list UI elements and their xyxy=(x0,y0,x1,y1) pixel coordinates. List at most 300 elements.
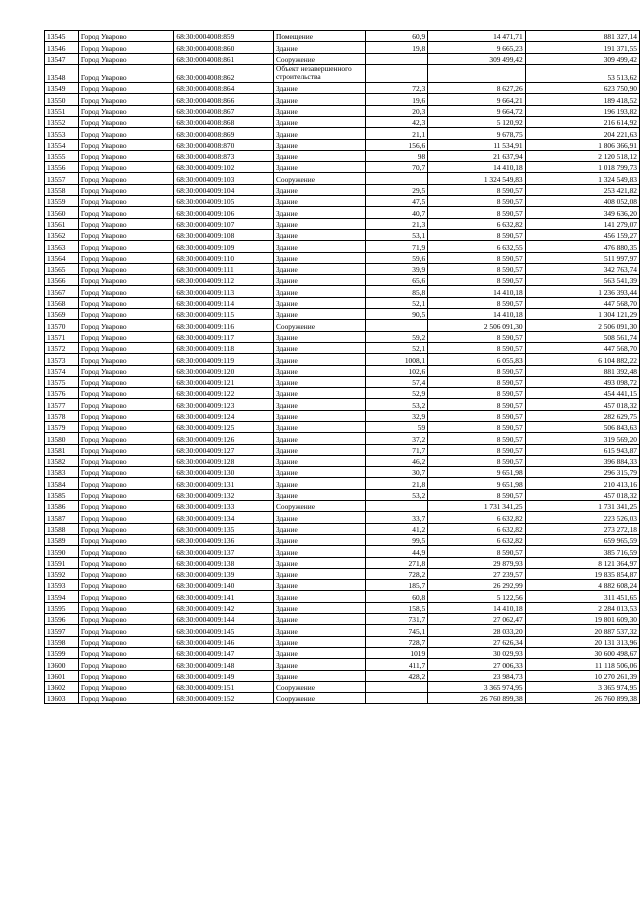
area-cell: 271,8 xyxy=(365,557,428,568)
unit-value-cell: 8 590,57 xyxy=(428,297,525,308)
table-row xyxy=(45,150,640,161)
area-cell: 21,8 xyxy=(365,478,428,489)
locality-cell: Город Уварово xyxy=(78,591,174,602)
cadastral-value-cell: 493 098,72 xyxy=(525,376,639,387)
cadastral-number-cell: 68:30:0004009:123 xyxy=(174,399,274,410)
locality-cell: Город Уварово xyxy=(78,636,174,647)
area-cell: 52,9 xyxy=(365,388,428,399)
object-type-cell: Помещение xyxy=(273,31,365,42)
cadastral-value-cell: 2 284 013,53 xyxy=(525,602,639,613)
cadastral-value-cell: 8 121 364,97 xyxy=(525,557,639,568)
unit-value-cell: 9 678,75 xyxy=(428,128,525,139)
cadastral-value-cell: 26 760 899,38 xyxy=(525,693,639,704)
cadastral-value-cell: 476 880,35 xyxy=(525,241,639,252)
table-row xyxy=(45,196,640,207)
unit-value-cell: 11 534,91 xyxy=(428,139,525,150)
object-type-cell: Здание xyxy=(273,241,365,252)
locality-cell: Город Уварово xyxy=(78,53,174,64)
object-type-cell: Здание xyxy=(273,444,365,455)
cadastral-value-cell: 1 236 393,44 xyxy=(525,286,639,297)
cadastral-number-cell: 68:30:0004008:866 xyxy=(174,94,274,105)
locality-cell: Город Уварово xyxy=(78,659,174,670)
row-number-cell: 13597 xyxy=(45,625,79,636)
locality-cell: Город Уварово xyxy=(78,354,174,365)
unit-value-cell: 2 506 091,30 xyxy=(428,320,525,331)
row-number-cell: 13568 xyxy=(45,297,79,308)
area-cell: 57,4 xyxy=(365,376,428,387)
object-type-cell: Здание xyxy=(273,410,365,421)
table-row xyxy=(45,376,640,387)
area-cell: 158,5 xyxy=(365,602,428,613)
row-number-cell: 13598 xyxy=(45,636,79,647)
cadastral-number-cell: 68:30:0004009:108 xyxy=(174,229,274,240)
table-row xyxy=(45,162,640,173)
unit-value-cell: 8 590,57 xyxy=(428,421,525,432)
cadastral-number-cell: 68:30:0004009:105 xyxy=(174,196,274,207)
table-row xyxy=(45,331,640,342)
area-cell: 60,9 xyxy=(365,31,428,42)
object-type-cell: Здание xyxy=(273,94,365,105)
cadastral-number-cell: 68:30:0004009:136 xyxy=(174,534,274,545)
locality-cell: Город Уварово xyxy=(78,433,174,444)
cadastral-number-cell: 68:30:0004008:861 xyxy=(174,53,274,64)
area-cell: 71,7 xyxy=(365,444,428,455)
cadastral-number-cell: 68:30:0004009:135 xyxy=(174,523,274,534)
object-type-cell: Здание xyxy=(273,252,365,263)
unit-value-cell: 8 590,57 xyxy=(428,184,525,195)
table-row xyxy=(45,433,640,444)
area-cell: 20,3 xyxy=(365,105,428,116)
row-number-cell: 13590 xyxy=(45,546,79,557)
area-cell: 21,3 xyxy=(365,218,428,229)
table-row xyxy=(45,455,640,466)
unit-value-cell: 1 731 341,25 xyxy=(428,501,525,512)
locality-cell: Город Уварово xyxy=(78,478,174,489)
unit-value-cell: 28 033,20 xyxy=(428,625,525,636)
table-row xyxy=(45,207,640,218)
cadastral-value-cell: 881 327,14 xyxy=(525,31,639,42)
object-type-cell: Здание xyxy=(273,365,365,376)
object-type-cell: Здание xyxy=(273,297,365,308)
locality-cell: Город Уварово xyxy=(78,94,174,105)
cadastral-number-cell: 68:30:0004009:149 xyxy=(174,670,274,681)
object-type-cell: Объект незавершенного строительства xyxy=(273,64,365,82)
locality-cell: Город Уварово xyxy=(78,602,174,613)
row-number-cell: 13602 xyxy=(45,681,79,692)
row-number-cell: 13577 xyxy=(45,399,79,410)
area-cell: 40,7 xyxy=(365,207,428,218)
object-type-cell: Здание xyxy=(273,275,365,286)
row-number-cell: 13584 xyxy=(45,478,79,489)
cadastral-number-cell: 68:30:0004008:870 xyxy=(174,139,274,150)
cadastral-number-cell: 68:30:0004009:109 xyxy=(174,241,274,252)
locality-cell: Город Уварово xyxy=(78,286,174,297)
cadastral-number-cell: 68:30:0004009:106 xyxy=(174,207,274,218)
row-number-cell: 13580 xyxy=(45,433,79,444)
table-row xyxy=(45,625,640,636)
row-number-cell: 13558 xyxy=(45,184,79,195)
locality-cell: Город Уварово xyxy=(78,252,174,263)
object-type-cell: Здание xyxy=(273,105,365,116)
area-cell: 46,2 xyxy=(365,455,428,466)
locality-cell: Город Уварово xyxy=(78,568,174,579)
area-cell: 59,2 xyxy=(365,331,428,342)
cadastral-value-cell: 659 965,59 xyxy=(525,534,639,545)
area-cell: 32,9 xyxy=(365,410,428,421)
unit-value-cell: 8 590,57 xyxy=(428,365,525,376)
object-type-cell: Здание xyxy=(273,42,365,53)
row-number-cell: 13563 xyxy=(45,241,79,252)
table-row xyxy=(45,421,640,432)
unit-value-cell: 8 590,57 xyxy=(428,207,525,218)
locality-cell: Город Уварово xyxy=(78,376,174,387)
cadastral-value-cell: 1 324 549,83 xyxy=(525,173,639,184)
locality-cell: Город Уварово xyxy=(78,150,174,161)
cadastral-value-cell: 282 629,75 xyxy=(525,410,639,421)
row-number-cell: 13553 xyxy=(45,128,79,139)
locality-cell: Город Уварово xyxy=(78,105,174,116)
row-number-cell: 13562 xyxy=(45,229,79,240)
cadastral-number-cell: 68:30:0004009:118 xyxy=(174,342,274,353)
unit-value-cell: 8 590,57 xyxy=(428,196,525,207)
row-number-cell: 13564 xyxy=(45,252,79,263)
locality-cell: Город Уварово xyxy=(78,229,174,240)
row-number-cell: 13592 xyxy=(45,568,79,579)
object-type-cell: Здание xyxy=(273,670,365,681)
cadastral-number-cell: 68:30:0004009:113 xyxy=(174,286,274,297)
object-type-cell: Здание xyxy=(273,455,365,466)
row-number-cell: 13572 xyxy=(45,342,79,353)
locality-cell: Город Уварово xyxy=(78,421,174,432)
cadastral-number-cell: 68:30:0004009:116 xyxy=(174,320,274,331)
area-cell: 731,7 xyxy=(365,614,428,625)
row-number-cell: 13575 xyxy=(45,376,79,387)
unit-value-cell: 26 760 899,38 xyxy=(428,693,525,704)
locality-cell: Город Уварово xyxy=(78,42,174,53)
row-number-cell: 13551 xyxy=(45,105,79,116)
table-row xyxy=(45,512,640,523)
object-type-cell: Здание xyxy=(273,286,365,297)
cadastral-number-cell: 68:30:0004008:859 xyxy=(174,31,274,42)
row-number-cell: 13549 xyxy=(45,83,79,94)
object-type-cell: Здание xyxy=(273,388,365,399)
cadastral-number-cell: 68:30:0004009:132 xyxy=(174,489,274,500)
row-number-cell: 13600 xyxy=(45,659,79,670)
table-row xyxy=(45,83,640,94)
cadastral-number-cell: 68:30:0004009:115 xyxy=(174,309,274,320)
cadastral-number-cell: 68:30:0004009:121 xyxy=(174,376,274,387)
object-type-cell: Сооружение xyxy=(273,681,365,692)
cadastral-value-cell: 19 801 609,30 xyxy=(525,614,639,625)
row-number-cell: 13594 xyxy=(45,591,79,602)
locality-cell: Город Уварово xyxy=(78,647,174,658)
cadastral-value-cell: 19 835 854,87 xyxy=(525,568,639,579)
table-row xyxy=(45,670,640,681)
unit-value-cell: 6 632,82 xyxy=(428,218,525,229)
object-type-cell: Сооружение xyxy=(273,501,365,512)
row-number-cell: 13565 xyxy=(45,263,79,274)
cadastral-number-cell: 68:30:0004008:860 xyxy=(174,42,274,53)
unit-value-cell: 8 590,57 xyxy=(428,399,525,410)
unit-value-cell: 6 632,55 xyxy=(428,241,525,252)
cadastral-number-cell: 68:30:0004009:103 xyxy=(174,173,274,184)
table-row xyxy=(45,659,640,670)
unit-value-cell: 27 006,33 xyxy=(428,659,525,670)
locality-cell: Город Уварово xyxy=(78,207,174,218)
cadastral-number-cell: 68:30:0004009:117 xyxy=(174,331,274,342)
row-number-cell: 13567 xyxy=(45,286,79,297)
locality-cell: Город Уварово xyxy=(78,263,174,274)
area-cell: 85,8 xyxy=(365,286,428,297)
area-cell: 42,3 xyxy=(365,116,428,127)
object-type-cell: Сооружение xyxy=(273,53,365,64)
cadastral-number-cell: 68:30:0004009:147 xyxy=(174,647,274,658)
cadastral-value-cell: 11 118 506,06 xyxy=(525,659,639,670)
cadastral-value-cell: 2 506 091,30 xyxy=(525,320,639,331)
locality-cell: Город Уварово xyxy=(78,275,174,286)
object-type-cell: Сооружение xyxy=(273,693,365,704)
table-row xyxy=(45,128,640,139)
cadastral-value-cell: 196 193,82 xyxy=(525,105,639,116)
area-cell: 98 xyxy=(365,150,428,161)
area-cell: 72,3 xyxy=(365,83,428,94)
area-cell: 29,5 xyxy=(365,184,428,195)
table-row xyxy=(45,568,640,579)
table-row xyxy=(45,399,640,410)
area-cell: 33,7 xyxy=(365,512,428,523)
cadastral-number-cell: 68:30:0004008:869 xyxy=(174,128,274,139)
cadastral-number-cell: 68:30:0004009:127 xyxy=(174,444,274,455)
row-number-cell: 13550 xyxy=(45,94,79,105)
object-type-cell: Здание xyxy=(273,568,365,579)
locality-cell: Город Уварово xyxy=(78,218,174,229)
cadastral-value-cell: 10 270 261,39 xyxy=(525,670,639,681)
cadastral-number-cell: 68:30:0004009:145 xyxy=(174,625,274,636)
cadastral-number-cell: 68:30:0004009:111 xyxy=(174,263,274,274)
table-row xyxy=(45,94,640,105)
table-row xyxy=(45,31,640,42)
object-type-cell: Здание xyxy=(273,636,365,647)
unit-value-cell: 5 120,92 xyxy=(428,116,525,127)
table-row xyxy=(45,636,640,647)
table-row xyxy=(45,241,640,252)
area-cell: 1019 xyxy=(365,647,428,658)
object-type-cell: Здание xyxy=(273,647,365,658)
locality-cell: Город Уварово xyxy=(78,580,174,591)
area-cell: 71,9 xyxy=(365,241,428,252)
cadastral-number-cell: 68:30:0004009:114 xyxy=(174,297,274,308)
area-cell: 53,2 xyxy=(365,489,428,500)
area-cell: 47,5 xyxy=(365,196,428,207)
table-row xyxy=(45,297,640,308)
cadastral-number-cell: 68:30:0004009:142 xyxy=(174,602,274,613)
unit-value-cell: 14 471,71 xyxy=(428,31,525,42)
object-type-cell: Здание xyxy=(273,659,365,670)
table-row xyxy=(45,501,640,512)
object-type-cell: Здание xyxy=(273,546,365,557)
cadastral-value-cell: 385 716,59 xyxy=(525,546,639,557)
object-type-cell: Здание xyxy=(273,342,365,353)
table-row xyxy=(45,263,640,274)
area-cell: 19,8 xyxy=(365,42,428,53)
row-number-cell: 13603 xyxy=(45,693,79,704)
locality-cell: Город Уварово xyxy=(78,670,174,681)
object-type-cell: Здание xyxy=(273,557,365,568)
unit-value-cell: 8 590,57 xyxy=(428,455,525,466)
unit-value-cell: 14 410,18 xyxy=(428,162,525,173)
object-type-cell: Здание xyxy=(273,421,365,432)
unit-value-cell: 29 879,93 xyxy=(428,557,525,568)
area-cell xyxy=(365,681,428,692)
cadastral-value-cell: 3 365 974,95 xyxy=(525,681,639,692)
object-type-cell: Сооружение xyxy=(273,320,365,331)
cadastral-value-cell: 1 018 799,73 xyxy=(525,162,639,173)
table-row xyxy=(45,229,640,240)
table-row xyxy=(45,489,640,500)
row-number-cell: 13547 xyxy=(45,53,79,64)
area-cell: 37,2 xyxy=(365,433,428,444)
unit-value-cell: 8 627,26 xyxy=(428,83,525,94)
cadastral-number-cell: 68:30:0004008:873 xyxy=(174,150,274,161)
locality-cell: Город Уварово xyxy=(78,241,174,252)
locality-cell: Город Уварово xyxy=(78,116,174,127)
cadastral-number-cell: 68:30:0004009:146 xyxy=(174,636,274,647)
table-row xyxy=(45,614,640,625)
table-row xyxy=(45,64,640,82)
cadastral-value-cell: 210 413,16 xyxy=(525,478,639,489)
object-type-cell: Здание xyxy=(273,184,365,195)
area-cell: 745,1 xyxy=(365,625,428,636)
row-number-cell: 13569 xyxy=(45,309,79,320)
table-row xyxy=(45,591,640,602)
unit-value-cell: 5 122,56 xyxy=(428,591,525,602)
locality-cell: Город Уварово xyxy=(78,444,174,455)
row-number-cell: 13601 xyxy=(45,670,79,681)
table-row xyxy=(45,184,640,195)
cadastral-value-cell: 141 279,07 xyxy=(525,218,639,229)
table-row xyxy=(45,42,640,53)
cadastral-value-cell: 273 272,18 xyxy=(525,523,639,534)
object-type-cell: Здание xyxy=(273,489,365,500)
table-row xyxy=(45,320,640,331)
locality-cell: Город Уварово xyxy=(78,546,174,557)
cadastral-number-cell: 68:30:0004009:140 xyxy=(174,580,274,591)
unit-value-cell: 1 324 549,83 xyxy=(428,173,525,184)
cadastral-number-cell: 68:30:0004008:862 xyxy=(174,64,274,82)
table-row xyxy=(45,444,640,455)
locality-cell: Город Уварово xyxy=(78,534,174,545)
row-number-cell: 13548 xyxy=(45,64,79,82)
table-row xyxy=(45,218,640,229)
object-type-cell: Здание xyxy=(273,625,365,636)
locality-cell: Город Уварово xyxy=(78,196,174,207)
cadastral-number-cell: 68:30:0004009:151 xyxy=(174,681,274,692)
cadastral-number-cell: 68:30:0004009:102 xyxy=(174,162,274,173)
row-number-cell: 13578 xyxy=(45,410,79,421)
table-row xyxy=(45,546,640,557)
area-cell: 52,1 xyxy=(365,342,428,353)
cadastral-value-cell: 408 052,08 xyxy=(525,196,639,207)
cadastral-number-cell: 68:30:0004009:122 xyxy=(174,388,274,399)
cadastral-value-cell: 311 451,65 xyxy=(525,591,639,602)
locality-cell: Город Уварово xyxy=(78,681,174,692)
unit-value-cell: 27 062,47 xyxy=(428,614,525,625)
unit-value-cell: 8 590,57 xyxy=(428,433,525,444)
locality-cell: Город Уварово xyxy=(78,31,174,42)
cadastral-value-cell: 53 513,62 xyxy=(525,64,639,82)
row-number-cell: 13599 xyxy=(45,647,79,658)
unit-value-cell: 8 590,57 xyxy=(428,275,525,286)
cadastral-number-cell: 68:30:0004008:864 xyxy=(174,83,274,94)
object-type-cell: Здание xyxy=(273,162,365,173)
locality-cell: Город Уварово xyxy=(78,64,174,82)
cadastral-value-cell: 396 884,33 xyxy=(525,455,639,466)
area-cell: 53,1 xyxy=(365,229,428,240)
object-type-cell: Здание xyxy=(273,263,365,274)
row-number-cell: 13588 xyxy=(45,523,79,534)
locality-cell: Город Уварово xyxy=(78,455,174,466)
unit-value-cell: 8 590,57 xyxy=(428,388,525,399)
area-cell xyxy=(365,64,428,82)
row-number-cell: 13587 xyxy=(45,512,79,523)
table-row xyxy=(45,116,640,127)
cadastral-value-cell: 563 541,39 xyxy=(525,275,639,286)
unit-value-cell: 14 410,18 xyxy=(428,309,525,320)
table-row xyxy=(45,286,640,297)
cadastral-value-cell: 457 018,32 xyxy=(525,489,639,500)
cadastral-number-cell: 68:30:0004009:119 xyxy=(174,354,274,365)
unit-value-cell: 8 590,57 xyxy=(428,444,525,455)
cadastral-value-cell: 191 371,55 xyxy=(525,42,639,53)
table-row xyxy=(45,602,640,613)
row-number-cell: 13582 xyxy=(45,455,79,466)
cadastral-value-cell: 1 806 366,91 xyxy=(525,139,639,150)
object-type-cell: Здание xyxy=(273,399,365,410)
locality-cell: Город Уварово xyxy=(78,184,174,195)
object-type-cell: Здание xyxy=(273,591,365,602)
table-row xyxy=(45,105,640,116)
object-type-cell: Здание xyxy=(273,218,365,229)
locality-cell: Город Уварово xyxy=(78,693,174,704)
cadastral-value-cell: 506 843,63 xyxy=(525,421,639,432)
table-row xyxy=(45,410,640,421)
unit-value-cell: 14 410,18 xyxy=(428,602,525,613)
unit-value-cell: 9 651,98 xyxy=(428,467,525,478)
table-row xyxy=(45,309,640,320)
unit-value-cell: 8 590,57 xyxy=(428,342,525,353)
area-cell xyxy=(365,173,428,184)
area-cell xyxy=(365,501,428,512)
row-number-cell: 13546 xyxy=(45,42,79,53)
cadastral-value-cell: 216 614,92 xyxy=(525,116,639,127)
area-cell: 70,7 xyxy=(365,162,428,173)
unit-value-cell: 8 590,57 xyxy=(428,331,525,342)
row-number-cell: 13579 xyxy=(45,421,79,432)
cadastral-value-cell: 189 418,52 xyxy=(525,94,639,105)
table-row xyxy=(45,354,640,365)
row-number-cell: 13596 xyxy=(45,614,79,625)
unit-value-cell: 27 626,34 xyxy=(428,636,525,647)
unit-value-cell: 21 637,94 xyxy=(428,150,525,161)
cadastral-number-cell: 68:30:0004009:133 xyxy=(174,501,274,512)
object-type-cell: Здание xyxy=(273,602,365,613)
cadastral-value-cell: 349 636,20 xyxy=(525,207,639,218)
cadastral-value-cell: 457 018,32 xyxy=(525,399,639,410)
locality-cell: Город Уварово xyxy=(78,489,174,500)
table-row xyxy=(45,342,640,353)
cadastral-value-cell: 881 392,48 xyxy=(525,365,639,376)
row-number-cell: 13557 xyxy=(45,173,79,184)
